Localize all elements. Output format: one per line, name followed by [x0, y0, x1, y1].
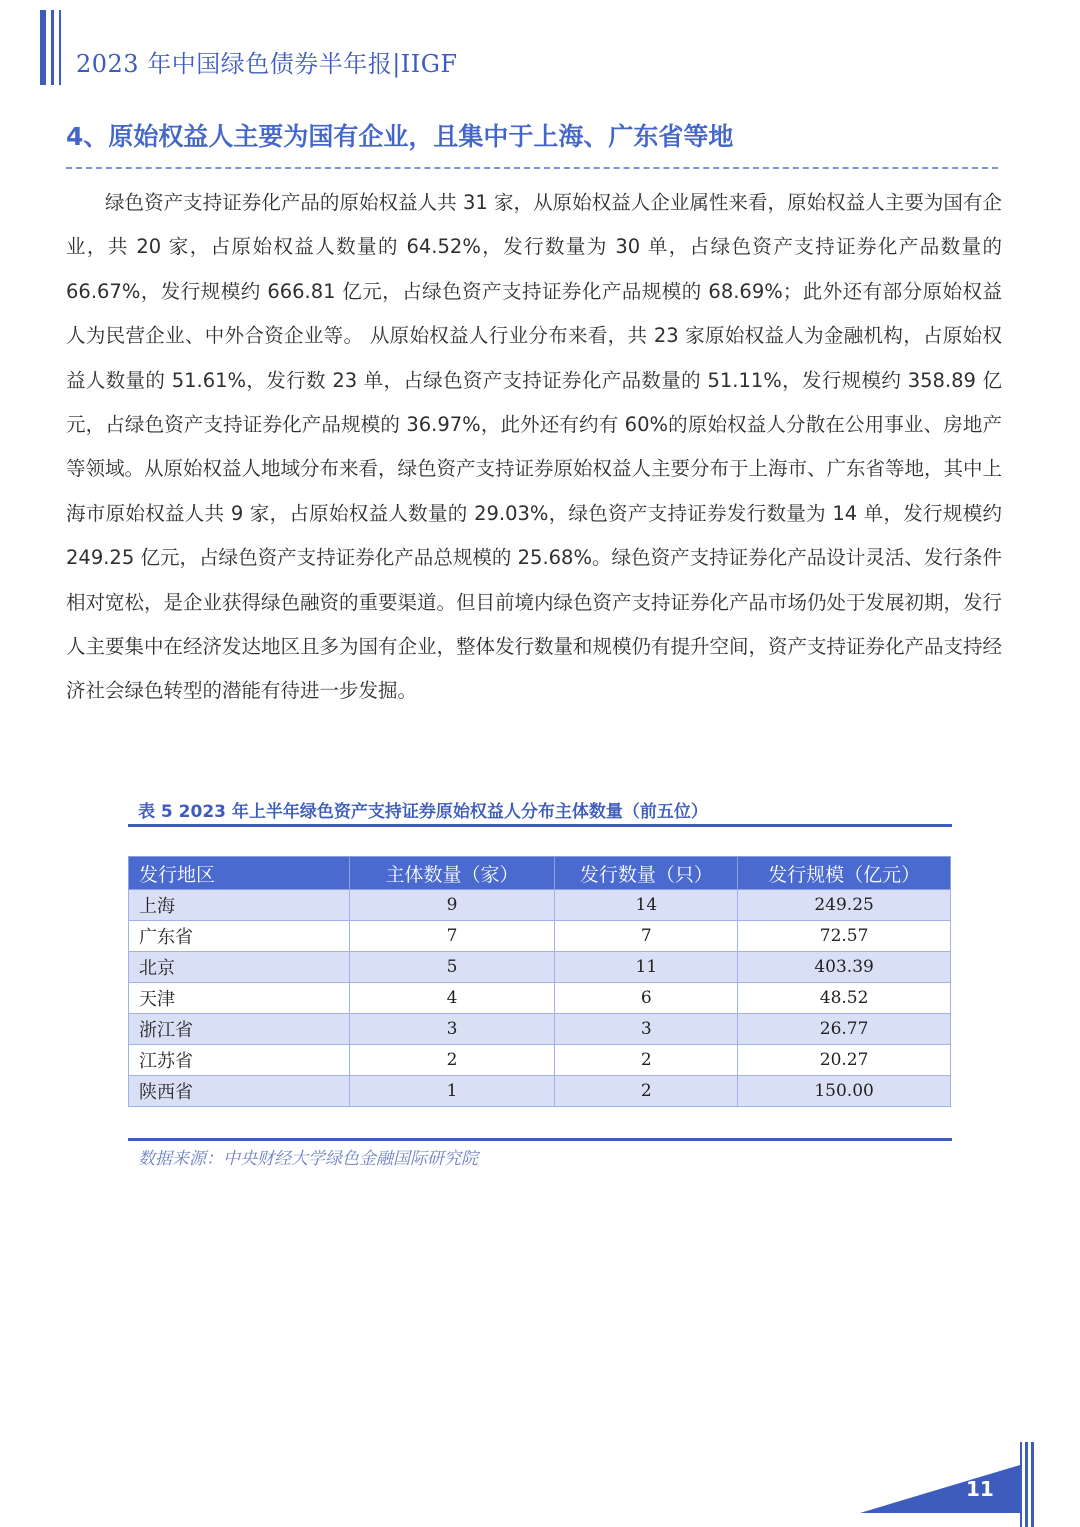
table-row [129, 952, 951, 983]
table-caption: 表 5 2023 年上半年绿色资产支持证券原始权益人分布主体数量（前五位） [138, 802, 708, 822]
table-row [129, 890, 951, 921]
cell-region: 广东省 [129, 921, 350, 952]
cell-entity-count: 2 [349, 1045, 555, 1076]
table-row [129, 921, 951, 952]
cell-issue-scale: 150.00 [738, 1076, 951, 1107]
cell-issue-scale: 249.25 [738, 890, 951, 921]
source-rule [128, 1138, 952, 1141]
cell-issue-scale: 48.52 [738, 983, 951, 1014]
data-source-note: 数据来源：中央财经大学绿色金融国际研究院 [138, 1149, 478, 1169]
table-row [129, 983, 951, 1014]
cell-region: 北京 [129, 952, 350, 983]
cell-issue-count: 7 [555, 921, 738, 952]
page-number: 11 [966, 1477, 994, 1501]
cell-issue-count: 3 [555, 1014, 738, 1045]
cell-issue-scale: 20.27 [738, 1045, 951, 1076]
column-header-issue-scale: 发行规模（亿元） [738, 857, 951, 890]
cell-issue-count: 6 [555, 983, 738, 1014]
issuer-distribution-table [128, 856, 951, 1107]
cell-entity-count: 1 [349, 1076, 555, 1107]
cell-issue-count: 2 [555, 1045, 738, 1076]
cell-entity-count: 5 [349, 952, 555, 983]
table-row [129, 1045, 951, 1076]
footer-decor-bars [1020, 1442, 1034, 1527]
table-header-row [129, 857, 951, 890]
cell-entity-count: 4 [349, 983, 555, 1014]
heading-divider [66, 167, 998, 169]
column-header-region: 发行地区 [129, 857, 350, 890]
cell-issue-count: 14 [555, 890, 738, 921]
section-heading: 4、原始权益人主要为国有企业，且集中于上海、广东省等地 [66, 122, 734, 151]
cell-region: 陕西省 [129, 1076, 350, 1107]
cell-issue-scale: 72.57 [738, 921, 951, 952]
table-row [129, 1076, 951, 1107]
cell-entity-count: 7 [349, 921, 555, 952]
caption-rule [128, 824, 952, 827]
cell-region: 天津 [129, 983, 350, 1014]
body-paragraph: 绿色资产支持证券化产品的原始权益人共 31 家，从原始权益人企业属性来看，原始权益人主要为国有企业，共 20 家，占原始权益人数量的 64.52%，发行数量为 30 单，占绿色资产支持证券化产品数量的 66.67%，发行规模约 666.81 亿元，占绿色资产支持证券化产品规模的 68.69%；此外还有部分原始权益人为民营企业、中外合资企业等。 从原始权益人行业分布来看，共 23 家原始权益人为金融机构，占原始权益人数量的 51.61%，发行数 23 单，占绿色资产支持证券化产品数量的 51.11%，发行规模约 358.89 亿元，占绿色资产支持证券化产品规模的 36.97%，此外还有约有 60%的原始权益人分散在公用事业、房地产等领域。从原始权益人地域分布来看，绿色资产支持证券原始权益人主要分布于上海市、广东省等地，其中上海市原始权益人共 9 家，占原始权益人数量的 29.03%，绿色资产支持证券发行数量为 14 单，发行规模约 249.25 亿元，占绿色资产支持证券化产品总规模的 25.68%。绿色资产支持证券化产品设计灵活、发行条件相对宽松，是企业获得绿色融资的重要渠道。但目前境内绿色资产支持证券化产品市场仍处于发展初期，发行人主要集中在经济发达地区且多为国有企业，整体发行数量和规模仍有提升空间，资产支持证券化产品支持经济社会绿色转型的潜能有待进一步发掘。 [66, 191, 1003, 703]
cell-issue-count: 11 [555, 952, 738, 983]
table-row [129, 1014, 951, 1045]
cell-issue-scale: 403.39 [738, 952, 951, 983]
column-header-issue-count: 发行数量（只） [555, 857, 738, 890]
footer-triangle-decor [860, 1465, 1020, 1513]
cell-entity-count: 3 [349, 1014, 555, 1045]
cell-issue-count: 2 [555, 1076, 738, 1107]
running-title: 2023 年中国绿色债券半年报|IIGF [76, 50, 458, 78]
cell-region: 浙江省 [129, 1014, 350, 1045]
cell-region: 江苏省 [129, 1045, 350, 1076]
cell-entity-count: 9 [349, 890, 555, 921]
column-header-entity-count: 主体数量（家） [349, 857, 555, 890]
cell-issue-scale: 26.77 [738, 1014, 951, 1045]
cell-region: 上海 [129, 890, 350, 921]
